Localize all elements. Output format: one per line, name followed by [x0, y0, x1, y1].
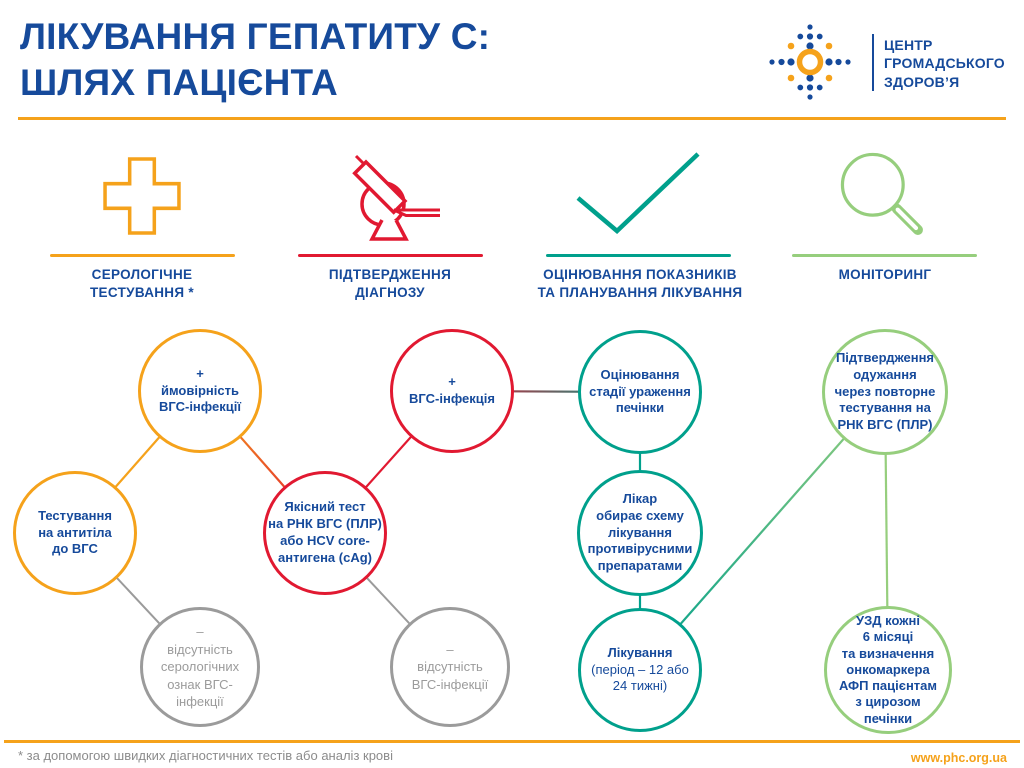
node-antibody-testing: Тестування на антитіла до ВГС: [13, 471, 137, 595]
node-hcv-infection: + ВГС-інфекція: [390, 329, 514, 453]
node-liver-assessment: Оцінювання стадії ураження печінки: [578, 330, 702, 454]
node-doctor-chooses-scheme: Лікар обирає схему лікування противірусними препаратами: [577, 470, 703, 596]
node-no-serological-signs: – відсутність серологічних ознак ВГС- інфекції: [140, 607, 260, 727]
logo-line1: ЦЕНТР: [884, 37, 933, 53]
node-recovery-confirmation: Підтвердження одужання через повторне тестування на РНК ВГС (ПЛР): [822, 329, 948, 455]
stage-header-serology: СЕРОЛОГІЧНЕ ТЕСТУВАННЯ *: [90, 267, 194, 300]
logo-line3: ЗДОРОВ’Я: [884, 73, 960, 90]
page-title-line1: ЛІКУВАННЯ ГЕПАТИТУ С:: [20, 16, 491, 57]
node-treatment: Лікування (період – 12 або 24 тижні): [578, 608, 702, 732]
node-hcv-probability: + ймовірність ВГС-інфекції: [138, 329, 262, 453]
stage-header-monitoring: МОНІТОРИНГ: [838, 267, 932, 282]
stage-header-planning: ОЦІНЮВАННЯ ПОКАЗНИКІВ ТА ПЛАНУВАННЯ ЛІКУВАННЯ: [537, 267, 743, 300]
node-ultrasound-monitoring: УЗД кожні 6 місяці та визначення онкомаркера АФП пацієнтам з цирозом печінки: [824, 606, 952, 734]
node-qualitative-test: Якісний тест на РНК ВГС (ПЛР) або HCV core- антигена (cAg): [263, 471, 387, 595]
logo-line2: ГРОМАДСЬКОГО: [884, 55, 1005, 72]
stage-header-diagnosis: ПІДТВЕРДЖЕННЯ ДІАГНОЗУ: [328, 267, 452, 300]
node-no-hcv-infection: – відсутність ВГС-інфекції: [390, 607, 510, 727]
website-link[interactable]: www.phc.org.ua: [910, 751, 1007, 765]
page-title-line2: ШЛЯХ ПАЦІЄНТА: [20, 61, 338, 103]
footnote: * за допомогою швидких діагностичних тестів або аналіз крові: [18, 748, 393, 763]
